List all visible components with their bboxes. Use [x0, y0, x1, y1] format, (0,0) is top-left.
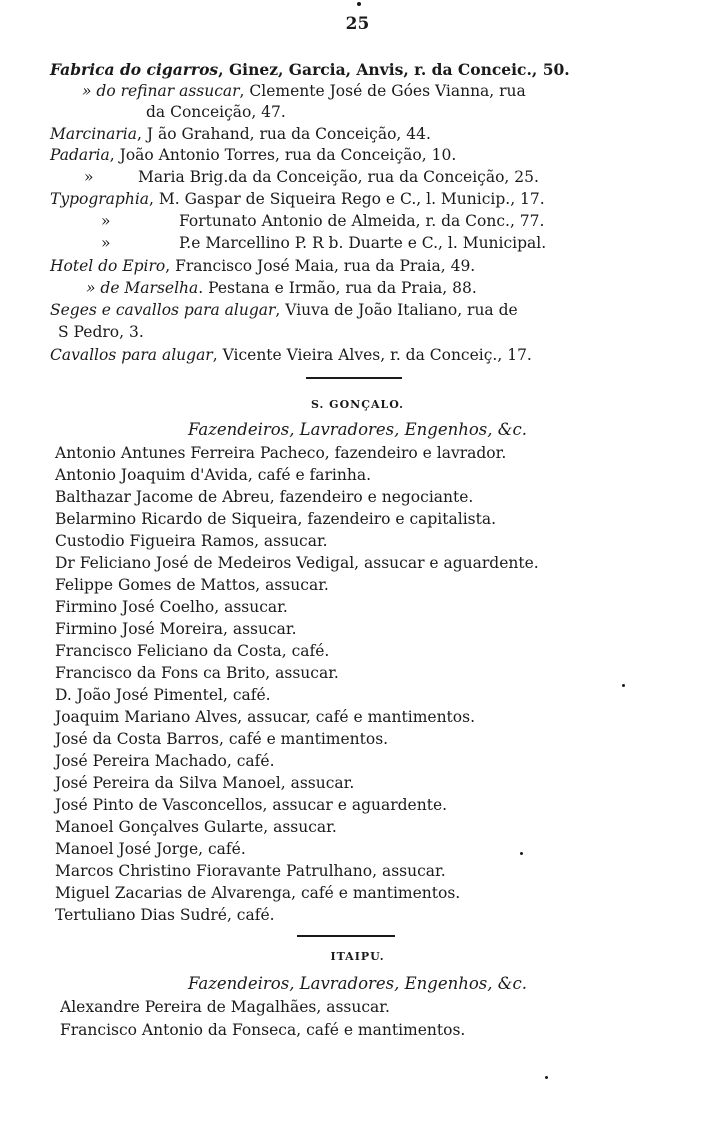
trade-details: , Francisco José Maia, rua da Praia, 49.: [165, 257, 476, 275]
trade-entry: [82, 81, 526, 101]
trade-name: Fabrica do cigarros: [50, 60, 219, 79]
trade-name: Cavallos para alugar: [50, 346, 213, 364]
trade-entry: [101, 233, 110, 253]
trade-name: Seges e cavallos para alugar: [50, 301, 276, 319]
list-item: José Pinto de Vasconcellos, assucar e aguardente.: [55, 796, 448, 814]
section-title: ITAIPU.: [330, 950, 385, 963]
trade-details: , João Antonio Torres, rua da Conceição, 10.: [109, 146, 457, 164]
list-item: José da Costa Barros, café e mantimentos.: [55, 730, 389, 748]
trade-details: Fortunato Antonio de Almeida, r. da Conc., 77.: [179, 212, 545, 230]
list-item: Francisco Feliciano da Costa, café.: [55, 642, 330, 660]
list-item: Antonio Joaquim d'Avida, café e farinha.: [55, 466, 372, 484]
trade-entry: [138, 167, 539, 187]
list-item: Felippe Gomes de Mattos, assucar.: [55, 576, 329, 594]
section-subtitle: Fazendeiros, Lavradores, Engenhos, &c.: [188, 974, 527, 993]
ink-speck: [520, 852, 523, 855]
trade-details: , Clemente José de Góes Vianna, rua: [239, 82, 526, 100]
trade-entry: [179, 233, 546, 253]
list-item: Francisco Antonio da Fonseca, café e mantimentos.: [60, 1021, 466, 1039]
section-divider: [306, 377, 402, 379]
trade-entry: [50, 189, 545, 209]
trade-entry: [179, 211, 544, 231]
trade-details: , Ginez, Garcia, Anvis, r. da Conceic., 50.: [218, 60, 570, 79]
list-item: Miguel Zacarias de Alvarenga, café e mantimentos.: [55, 884, 461, 902]
list-item: Manoel Gonçalves Gularte, assucar.: [55, 818, 337, 836]
trade-entry-continued: [146, 102, 286, 122]
list-item: Custodio Figueira Ramos, assucar.: [55, 532, 328, 550]
list-item: José Pereira da Silva Manoel, assucar.: [55, 774, 355, 792]
list-item: Firmino José Moreira, assucar.: [55, 620, 297, 638]
section-subtitle: Fazendeiros, Lavradores, Engenhos, &c.: [188, 420, 527, 439]
ditto-mark: »: [101, 234, 111, 252]
trade-details: . Pestana e Irmão, rua da Praia, 88.: [198, 279, 477, 297]
trade-entry: [50, 300, 518, 320]
list-item: Marcos Christino Fioravante Patrulhano, assucar.: [55, 862, 446, 880]
trade-entry: [50, 256, 475, 276]
trade-details: S Pedro, 3.: [58, 323, 144, 341]
trade-entry-continued: [58, 322, 144, 342]
list-item: Balthazar Jacome de Abreu, fazendeiro e negociante.: [55, 488, 474, 506]
trade-details: , J ão Grahand, rua da Conceição, 44.: [137, 125, 431, 143]
list-item: Manoel José Jorge, café.: [55, 840, 246, 858]
trade-name: Marcinaria: [50, 125, 137, 143]
list-item: Firmino José Coelho, assucar.: [55, 598, 288, 616]
page-number: 25: [345, 14, 370, 34]
trade-details: P.e Marcellino P. R b. Duarte e C., l. Municipal.: [179, 234, 547, 252]
trade-details: da Conceição, 47.: [146, 103, 286, 121]
ink-speck: [545, 1076, 548, 1079]
trade-entry: [50, 345, 532, 365]
ink-speck: [357, 2, 361, 6]
trade-details: Maria Brig.da da Conceição, rua da Conceição, 25.: [138, 168, 539, 186]
trade-name: » de Marselha: [86, 279, 199, 297]
trade-entry: [50, 124, 431, 144]
trade-entry: [86, 278, 477, 298]
section-title: S. GONÇALO.: [310, 398, 405, 411]
trade-entry: [84, 167, 93, 187]
trade-details: , Viuva de João Italiano, rua de: [275, 301, 518, 319]
list-item: Francisco da Fons ca Brito, assucar.: [55, 664, 339, 682]
trade-entry: [101, 211, 110, 231]
list-item: Joaquim Mariano Alves, assucar, café e mantimentos.: [55, 708, 475, 726]
list-item: Alexandre Pereira de Magalhães, assucar.: [60, 998, 390, 1016]
trade-name: » do refinar assucar: [82, 82, 240, 100]
section-divider: [297, 935, 395, 937]
trade-entry: [50, 60, 570, 80]
trade-entry: [50, 145, 456, 165]
list-item: Belarmino Ricardo de Siqueira, fazendeiro e capitalista.: [55, 510, 497, 528]
list-item: Tertuliano Dias Sudré, café.: [55, 906, 275, 924]
list-item: Dr Feliciano José de Medeiros Vedigal, assucar e aguardente.: [55, 554, 539, 572]
ditto-mark: »: [84, 168, 94, 186]
trade-name: Typographia: [50, 190, 150, 208]
list-item: D. João José Pimentel, café.: [55, 686, 271, 704]
trade-name: Padaria: [50, 146, 110, 164]
trade-details: , M. Gaspar de Siqueira Rego e C., l. Municip., 17.: [149, 190, 545, 208]
list-item: Antonio Antunes Ferreira Pacheco, fazendeiro e lavrador.: [55, 444, 507, 462]
list-item: José Pereira Machado, café.: [55, 752, 275, 770]
ditto-mark: »: [101, 212, 111, 230]
trade-details: , Vicente Vieira Alves, r. da Conceiç., 17.: [212, 346, 532, 364]
ink-speck: [622, 684, 625, 687]
trade-name: Hotel do Epiro: [50, 257, 166, 275]
